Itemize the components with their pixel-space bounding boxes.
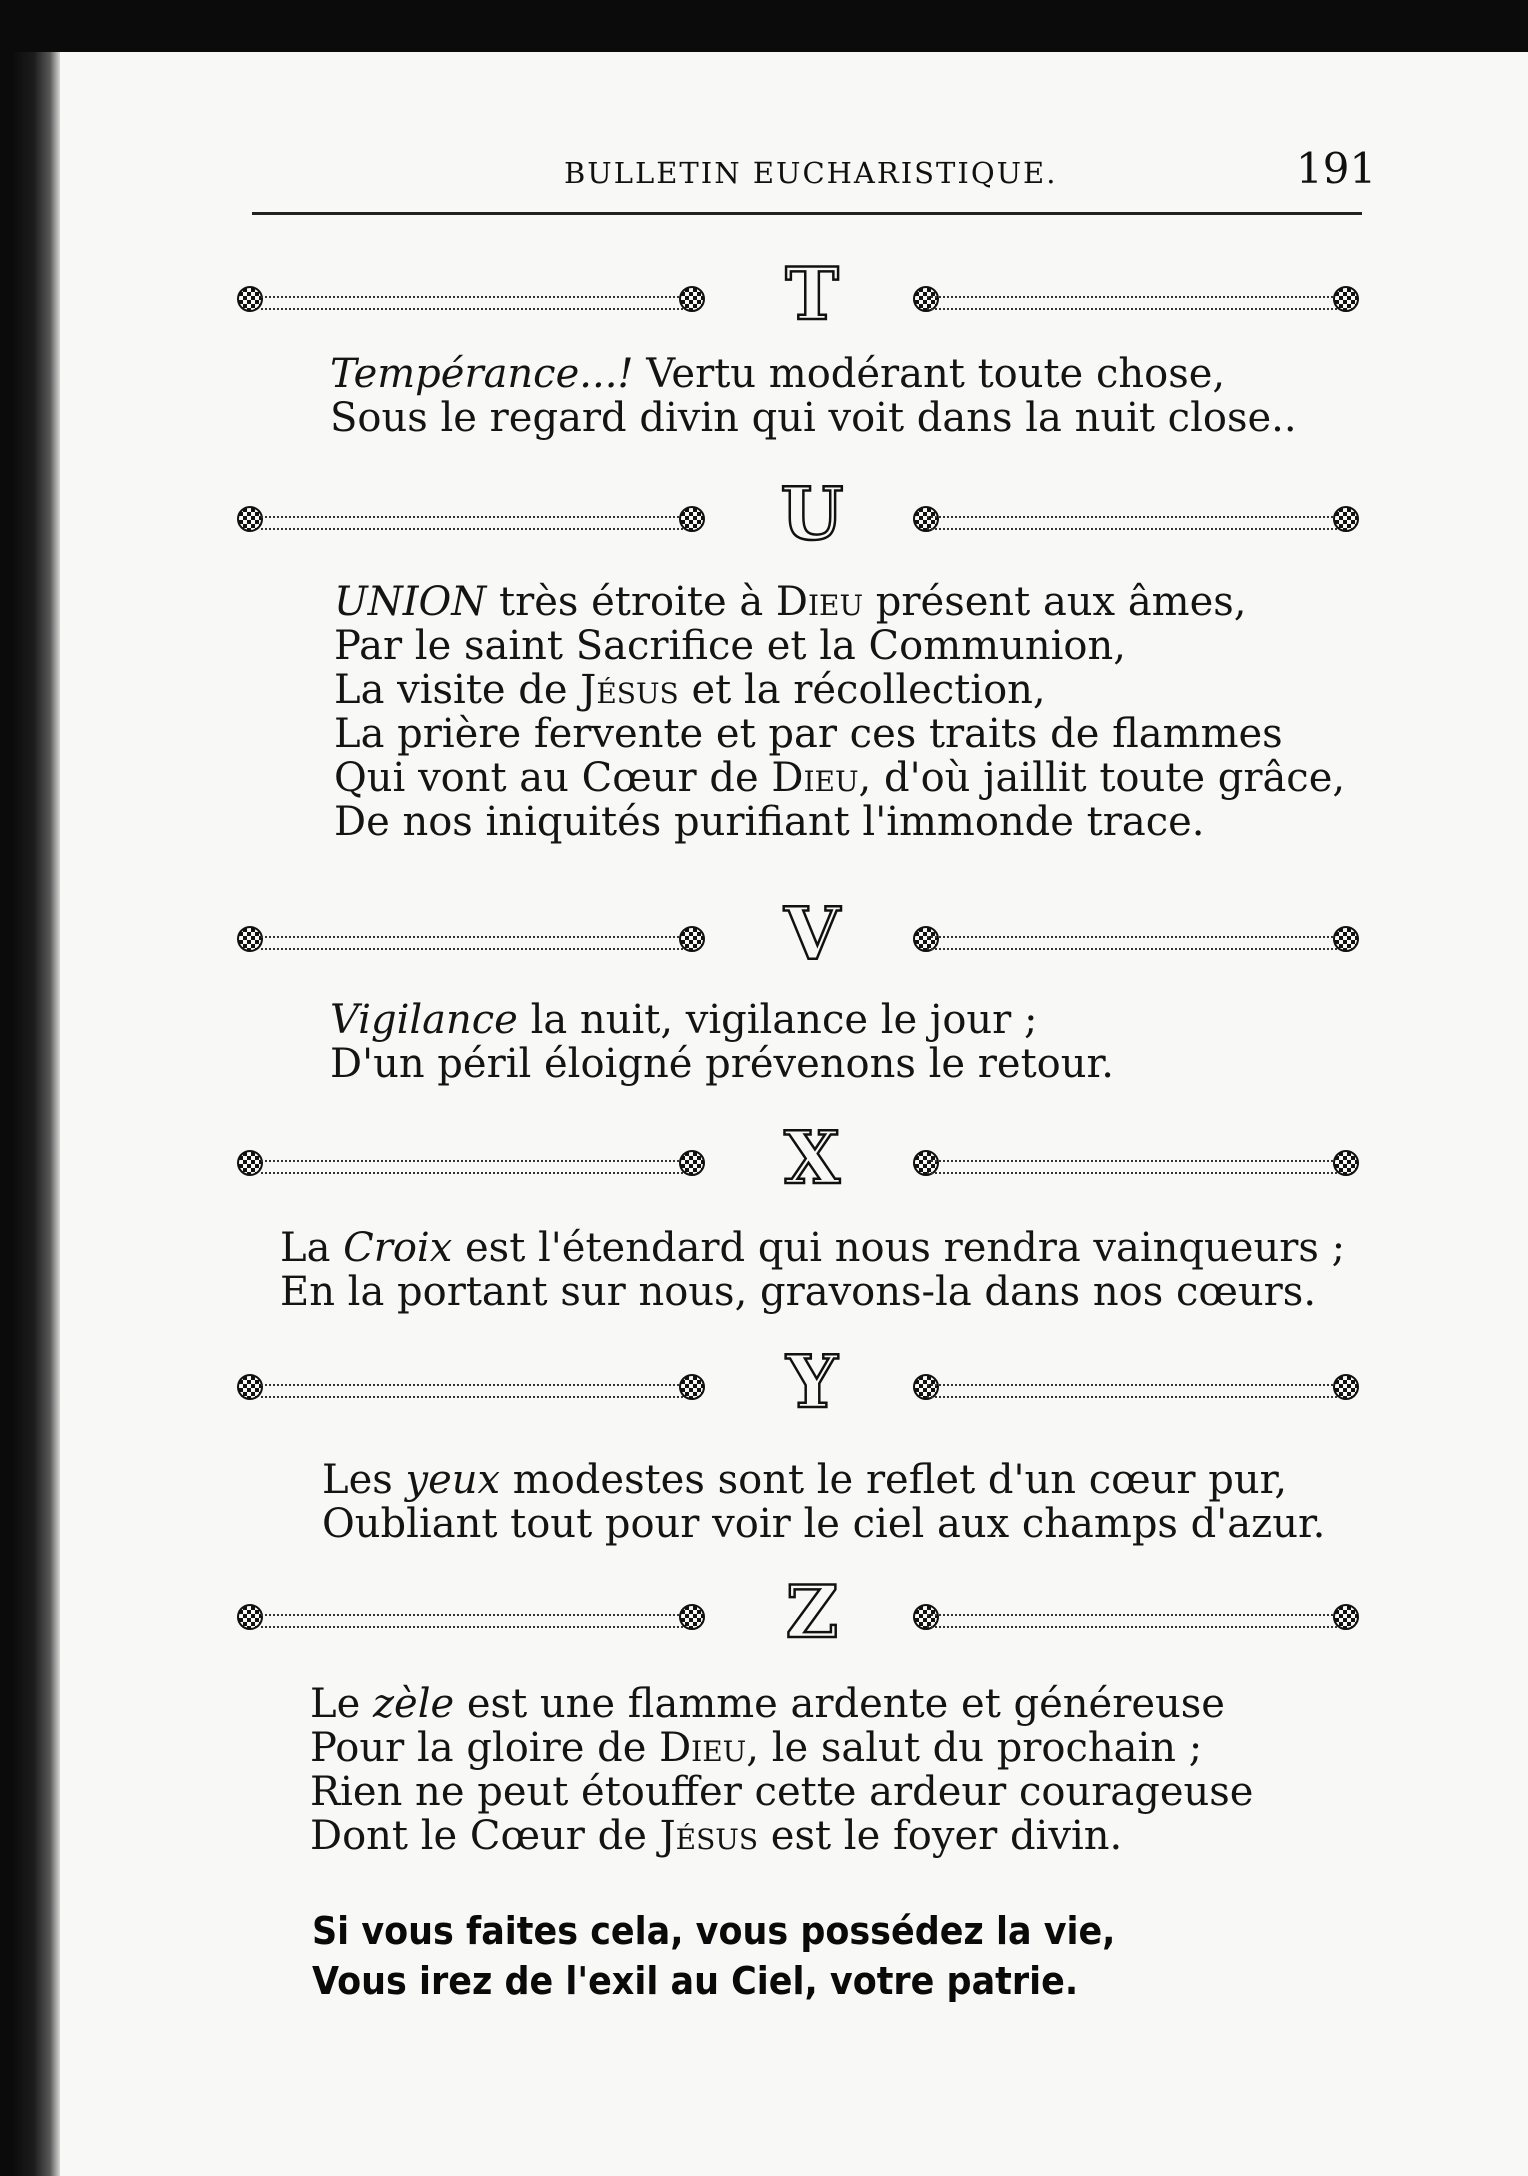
rosette-ornament-icon xyxy=(237,506,263,532)
dotted-rule xyxy=(927,1160,1337,1174)
ornamental-divider-u xyxy=(237,471,1357,564)
rosette-ornament-icon xyxy=(237,286,263,312)
rosette-ornament-icon xyxy=(1333,926,1359,952)
rosette-ornament-icon xyxy=(237,1374,263,1400)
keyword: UNION xyxy=(334,579,487,625)
closing-line: Si vous faites cela, vous possédez la vie, xyxy=(312,1909,1116,1953)
dotted-rule xyxy=(927,1614,1337,1628)
verse-line: En la portant sur nous, gravons-la dans nos cœurs. xyxy=(280,1269,1317,1315)
rosette-ornament-icon xyxy=(679,1604,705,1630)
keyword: zèle xyxy=(372,1681,455,1727)
book-page xyxy=(12,0,1528,2176)
verse-line: Les yeux modestes sont le reflet d'un cœur pur, xyxy=(322,1457,1288,1503)
running-head: BULLETIN EUCHARISTIQUE. xyxy=(564,156,1058,190)
closing-couplet xyxy=(312,1906,1185,2006)
keyword: Vigilance xyxy=(330,997,518,1043)
dotted-rule xyxy=(927,516,1337,530)
page-header xyxy=(252,144,1377,228)
stanza-t xyxy=(330,352,1297,440)
rosette-ornament-icon xyxy=(679,286,705,312)
ornamental-divider-v xyxy=(237,891,1357,984)
stanza-v xyxy=(330,998,1114,1086)
initial-letter-z: Z xyxy=(785,1569,839,1654)
dotted-rule xyxy=(927,936,1337,950)
dotted-rule xyxy=(927,296,1337,310)
initial-letter-u: U xyxy=(780,471,844,556)
rosette-ornament-icon xyxy=(1333,1604,1359,1630)
dotted-rule xyxy=(261,936,691,950)
dotted-rule xyxy=(261,1614,691,1628)
ornamental-divider-y xyxy=(237,1339,1357,1432)
ornamental-divider-t xyxy=(237,251,1357,344)
stanza-u xyxy=(334,580,1345,844)
verse-line: D'un péril éloigné prévenons le retour. xyxy=(330,1041,1114,1087)
dotted-rule xyxy=(927,1384,1337,1398)
verse-line: La visite de Jésus et la récollection, xyxy=(334,667,1046,713)
verse-line: La prière fervente et par ces traits de flammes xyxy=(334,711,1283,757)
rosette-ornament-icon xyxy=(1333,506,1359,532)
binding-edge xyxy=(12,0,60,2176)
verse-line: La Croix est l'étendard qui nous rendra vainqueurs ; xyxy=(280,1225,1346,1271)
scan-top-edge xyxy=(0,0,1528,52)
verse-line: Le zèle est une flamme ardente et généreuse xyxy=(310,1681,1225,1727)
rosette-ornament-icon xyxy=(1333,1374,1359,1400)
keyword: Croix xyxy=(343,1225,453,1271)
verse-line: UNION très étroite à Dieu présent aux âmes, xyxy=(334,579,1247,625)
verse-line: Tempérance...! Vertu modérant toute chose, xyxy=(330,351,1226,397)
stanza-z xyxy=(310,1682,1253,1858)
closing-line: Vous irez de l'exil au Ciel, votre patrie. xyxy=(312,1959,1079,2003)
rosette-ornament-icon xyxy=(1333,286,1359,312)
verse-line: Rien ne peut étouffer cette ardeur courageuse xyxy=(310,1769,1254,1815)
rosette-ornament-icon xyxy=(679,506,705,532)
verse-line: Oubliant tout pour voir le ciel aux champs d'azur. xyxy=(322,1501,1326,1547)
rosette-ornament-icon xyxy=(679,1374,705,1400)
keyword: Tempérance...! xyxy=(330,351,634,397)
ornamental-divider-z xyxy=(237,1569,1357,1662)
dotted-rule xyxy=(261,296,691,310)
verse-line: Qui vont au Cœur de Dieu, d'où jaillit toute grâce, xyxy=(334,755,1346,801)
rosette-ornament-icon xyxy=(237,1150,263,1176)
header-rule xyxy=(252,212,1362,215)
verse-line: Par le saint Sacrifice et la Communion, xyxy=(334,623,1126,669)
verse-line: Vigilance la nuit, vigilance le jour ; xyxy=(330,997,1038,1043)
ornamental-divider-x xyxy=(237,1115,1357,1208)
keyword: yeux xyxy=(405,1457,501,1503)
rosette-ornament-icon xyxy=(679,926,705,952)
verse-line: Dont le Cœur de Jésus est le foyer divin. xyxy=(310,1813,1123,1859)
dotted-rule xyxy=(261,1160,691,1174)
rosette-ornament-icon xyxy=(1333,1150,1359,1176)
initial-letter-y: Y xyxy=(786,1339,838,1424)
rosette-ornament-icon xyxy=(237,926,263,952)
initial-letter-v: V xyxy=(784,891,840,976)
initial-letter-t: T xyxy=(785,251,839,336)
verse-line: Pour la gloire de Dieu, le salut du prochain ; xyxy=(310,1725,1203,1771)
initial-letter-x: X xyxy=(784,1115,840,1200)
rosette-ornament-icon xyxy=(237,1604,263,1630)
dotted-rule xyxy=(261,516,691,530)
stanza-x xyxy=(280,1226,1345,1314)
verse-line: Sous le regard divin qui voit dans la nuit close.. xyxy=(330,395,1297,441)
dotted-rule xyxy=(261,1384,691,1398)
page-number: 191 xyxy=(1296,144,1377,193)
verse-line: De nos iniquités purifiant l'immonde trace. xyxy=(334,799,1205,845)
stanza-y xyxy=(322,1458,1325,1546)
rosette-ornament-icon xyxy=(679,1150,705,1176)
